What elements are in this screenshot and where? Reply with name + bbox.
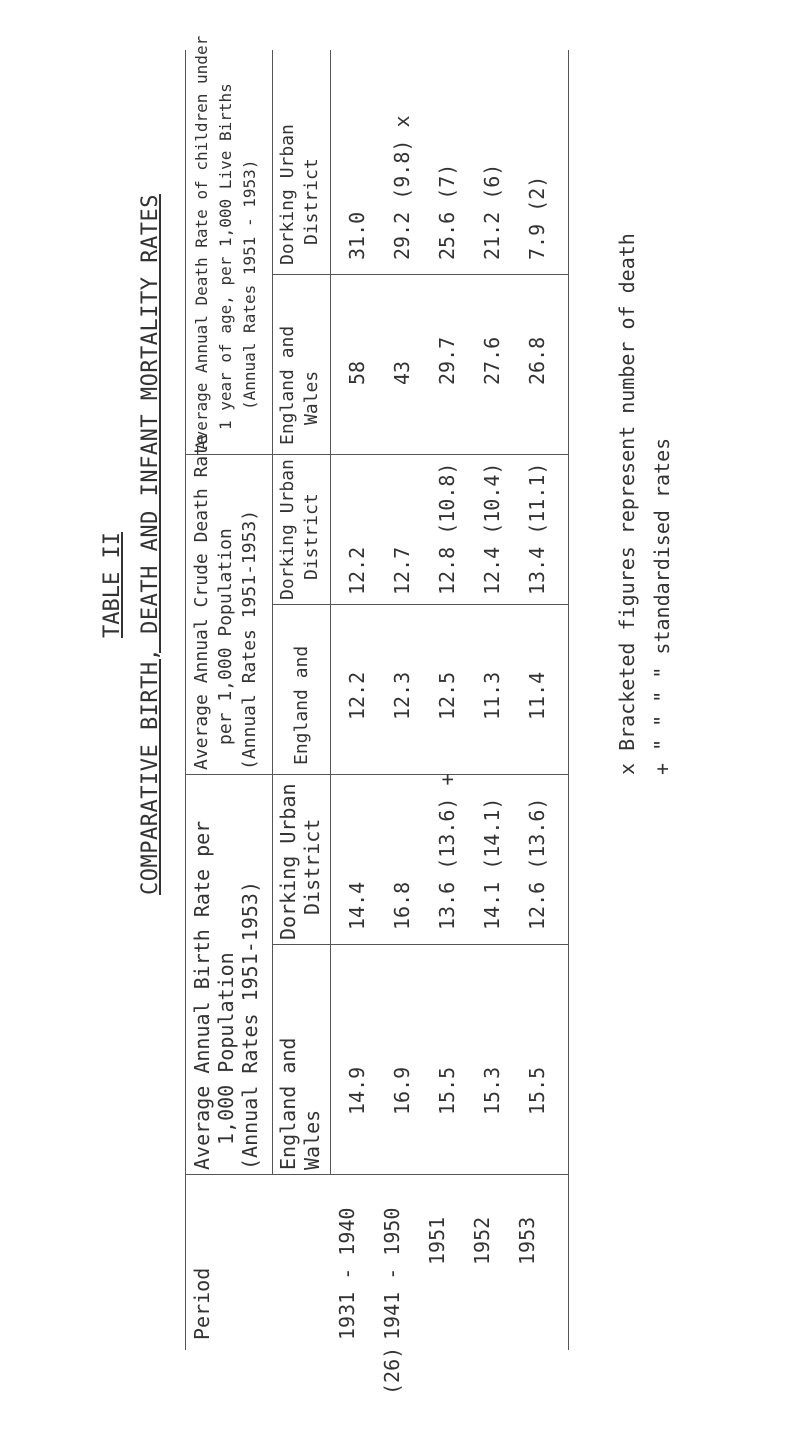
table-title: TABLE II [100, 532, 125, 638]
birth-ew-2: 16.9 [390, 1066, 414, 1115]
table-top-border [185, 50, 186, 1350]
infant-dud-label-1: Dorking Urban [277, 124, 298, 265]
death-ew-1: 12.2 [345, 671, 369, 720]
table-bottom-border [568, 50, 569, 1350]
period-4: 1952 [470, 1216, 494, 1265]
birth-header-2: 1,000 Population [214, 952, 238, 1145]
period-column-border [185, 1174, 568, 1175]
birth-dud-2: 16.8 [390, 881, 414, 930]
death-ew-5: 11.4 [525, 671, 549, 720]
death-header-2: per 1,000 Population [215, 528, 236, 745]
birth-dud-1: 14.4 [345, 881, 369, 930]
infant-dud-5: 7.9 (2) [525, 175, 549, 260]
death-dud-2: 12.7 [390, 546, 414, 595]
infant-dud-4: 21.2 (6) [480, 163, 504, 260]
infant-ew-label-2: Wales [301, 370, 322, 425]
death-header-1: Average Annual Crude Death Rate [191, 434, 212, 770]
infant-dud-3: 25.6 (7) [435, 163, 459, 260]
period-header: Period [190, 1267, 214, 1340]
death-dud-label-2: District [301, 493, 322, 580]
period-5: 1953 [515, 1216, 539, 1265]
birth-dud-5: 12.6 (13.6) [525, 797, 549, 930]
period-1: 1931 - 1940 [335, 1207, 359, 1340]
footnote-bracketed: x Bracketed figures represent number of death [615, 233, 639, 775]
death-infant-border [185, 454, 568, 455]
death-ew-4: 11.3 [480, 671, 504, 720]
birth-ew-label-2: Wales [300, 1109, 324, 1170]
birth-dud-4: 14.1 (14.1) [480, 797, 504, 930]
birth-dud-label-1: Dorking Urban [276, 783, 300, 940]
birth-death-border [185, 774, 568, 775]
birth-dud-3: 13.6 (13.6) + [435, 773, 459, 930]
infant-dud-2: 29.2 (9.8) x [390, 115, 414, 260]
infant-ew-3: 29.7 [435, 336, 459, 385]
death-ew-label-1: England and [291, 645, 312, 765]
infant-ew-label-1: England and [277, 325, 298, 445]
death-header-3: (Annual Rates 1951-1953) [239, 509, 260, 770]
birth-ew-label-1: England and [276, 1037, 300, 1170]
death-dud-1: 12.2 [345, 546, 369, 595]
birth-ew-4: 15.3 [480, 1066, 504, 1115]
infant-ew-1: 58 [345, 360, 369, 385]
period-3: 1951 [425, 1216, 449, 1265]
birth-dud-label-2: District [300, 818, 324, 915]
death-dud-3: 12.8 (10.8) [435, 462, 459, 595]
birth-ew-1: 14.9 [345, 1066, 369, 1115]
birth-ew-5: 15.5 [525, 1066, 549, 1115]
page-number: (26) [380, 1346, 404, 1395]
death-dud-5: 13.4 (11.1) [525, 462, 549, 595]
birth-ew-3: 15.5 [435, 1066, 459, 1115]
infant-dud-label-2: District [301, 158, 322, 245]
infant-subcol-border [272, 274, 568, 275]
infant-dud-1: 31.0 [345, 211, 369, 260]
footnote-standardised: + " " " " standardised rates [650, 437, 674, 775]
infant-ew-5: 26.8 [525, 336, 549, 385]
subheader-divider [272, 50, 273, 1175]
table-subtitle: COMPARATIVE BIRTH, DEATH AND INFANT MORTALITY RATES [138, 193, 163, 895]
infant-ew-4: 27.6 [480, 336, 504, 385]
period-2: 1941 - 1950 [380, 1207, 404, 1340]
data-divider [330, 50, 331, 1175]
death-subcol-border [272, 604, 568, 605]
death-dud-4: 12.4 (10.4) [480, 462, 504, 595]
infant-header-2: 1 year of age, per 1,000 Live Births [216, 83, 235, 430]
infant-header-1: Average Annual Death Rate of children under [192, 35, 211, 450]
death-ew-3: 12.5 [435, 671, 459, 720]
birth-header-1: Average Annual Birth Rate per [190, 820, 214, 1170]
infant-ew-2: 43 [390, 360, 414, 385]
infant-header-3: (Annual Rates 1951 - 1953) [240, 159, 259, 410]
birth-header-3: (Annual Rates 1951-1953) [238, 881, 262, 1170]
death-ew-2: 12.3 [390, 671, 414, 720]
birth-subcol-border [272, 944, 568, 945]
death-dud-label-1: Dorking Urban [277, 459, 298, 600]
